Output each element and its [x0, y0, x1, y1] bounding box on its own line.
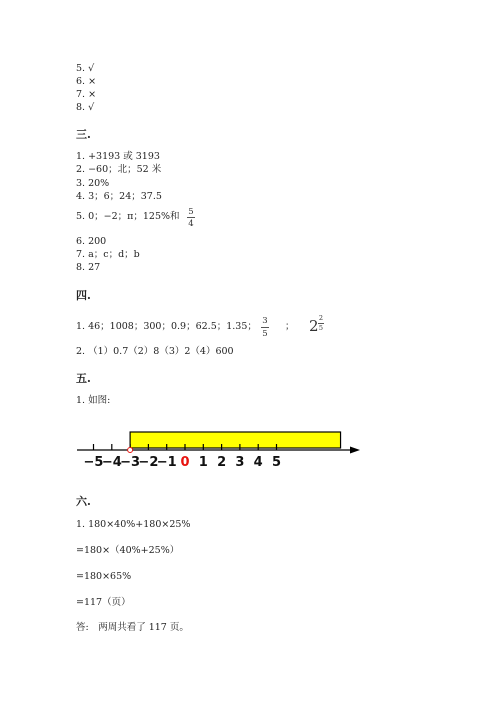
calculation-line: =180×（40%+25%）	[76, 545, 180, 556]
arrow-head-icon	[350, 447, 360, 454]
answer-line: 5. √	[76, 63, 95, 74]
tick-label: −4	[101, 455, 122, 470]
section-heading: 四.	[76, 289, 91, 302]
section-heading: 六.	[76, 495, 91, 508]
separator-text: ；	[285, 321, 295, 332]
mixed-number-numerator: 2	[318, 314, 324, 322]
calculation-line: =117（页）	[76, 597, 131, 608]
mixed-number-denominator: 5	[318, 324, 324, 332]
answer-line: 8. √	[76, 102, 95, 113]
fraction-numerator: 5	[188, 207, 194, 217]
answer-line: 1. +3193 或 3193	[76, 151, 160, 162]
tick-label: −5	[83, 455, 104, 470]
tick-label: −2	[138, 455, 159, 470]
answer-line: 2. （1）0.7（2）8（3）2（4）600	[76, 346, 234, 357]
answer-sentence: 答: 两周共看了 117 页。	[76, 622, 189, 633]
tick-label: 5	[271, 455, 282, 470]
answer-line: 7. a；c；d；b	[76, 249, 140, 260]
fraction-numerator: 3	[262, 316, 268, 326]
highlight-range	[130, 432, 340, 448]
answer-line: 2. −60；北；52 米	[76, 164, 162, 175]
answer-line: 3. 20%	[76, 178, 110, 189]
section-heading: 五.	[76, 372, 91, 385]
answer-line: 7. ×	[76, 89, 97, 100]
calculation-line: =180×65%	[76, 571, 132, 582]
answer-line: 8. 27	[76, 262, 101, 273]
tick-label: 3	[235, 455, 245, 470]
answer-line: 4. 3；6；24；37.5	[76, 191, 162, 202]
answer-line: 6. ×	[76, 76, 97, 87]
mixed-number-whole: 2	[309, 317, 319, 335]
fraction-denominator: 5	[262, 329, 268, 339]
range-endpoint	[128, 448, 133, 453]
zero-label: 0	[180, 455, 190, 470]
tick-label: 4	[253, 455, 263, 470]
tick-label: −1	[156, 455, 177, 470]
tick-label: −3	[120, 455, 141, 470]
section-heading: 三.	[76, 128, 91, 141]
answer-line: 6. 200	[76, 236, 107, 247]
fraction-denominator: 4	[188, 219, 194, 229]
answer-line: 1. 如图:	[76, 395, 111, 406]
calculation-line: 1. 180×40%+180×25%	[76, 519, 191, 530]
tick-label: 1	[198, 455, 208, 470]
tick-label: 2	[217, 455, 227, 470]
answer-line: 1. 46；1008；300；0.9；62.5；1.35；	[76, 321, 257, 332]
answer-line: 5. 0；−2；π；125%和	[76, 211, 180, 222]
